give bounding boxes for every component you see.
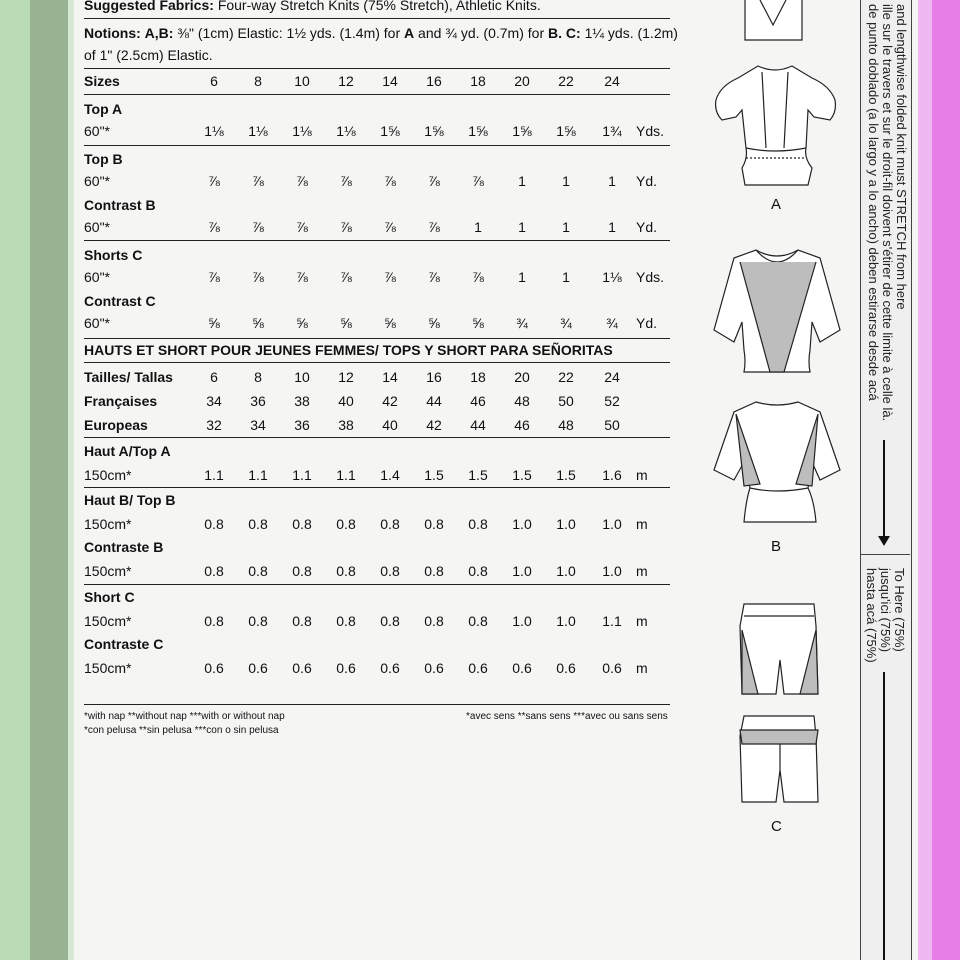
table-cell: 20: [514, 369, 530, 385]
table-cell: ⅝: [428, 315, 440, 331]
table-cell: 1⅛: [602, 269, 622, 285]
table-cell: 1: [608, 173, 616, 189]
table-cell: 0.8: [336, 516, 356, 532]
unit-label: m: [636, 613, 648, 629]
table-cell: 14: [382, 369, 398, 385]
table-cell: 1⅝: [556, 123, 576, 139]
table-cell: 1⅝: [468, 123, 488, 139]
table-cell: 6: [210, 73, 218, 89]
divider: [84, 240, 670, 241]
table-cell: 0.8: [336, 563, 356, 579]
table-cell: 1.0: [602, 563, 622, 579]
table-cell: ¾: [516, 315, 528, 331]
gauge-divider: [860, 554, 910, 555]
table-cell: 0.8: [248, 613, 268, 629]
metric-size-label: Tailles/ Tallas: [84, 369, 173, 385]
table-cell: 1.0: [602, 516, 622, 532]
table-cell: 1.0: [512, 516, 532, 532]
unit-label: m: [636, 516, 648, 532]
table-cell: ⅞: [208, 219, 220, 235]
table-cell: 16: [426, 73, 442, 89]
table-cell: 0.8: [204, 516, 224, 532]
table-cell: 18: [470, 73, 486, 89]
table-cell: 16: [426, 369, 442, 385]
table-cell: 42: [382, 393, 398, 409]
table-cell: 1.0: [512, 613, 532, 629]
table-cell: ⅞: [428, 219, 440, 235]
table-cell: 24: [604, 73, 620, 89]
table-cell: ⅞: [252, 269, 264, 285]
left-green-border: [0, 0, 30, 960]
table-cell: 48: [558, 417, 574, 433]
table-cell: 1⅝: [424, 123, 444, 139]
table-cell: 1.5: [512, 467, 532, 483]
table-cell: ¾: [606, 315, 618, 331]
table-cell: 1: [562, 269, 570, 285]
table-cell: 1⅛: [292, 123, 312, 139]
table-cell: 0.8: [468, 563, 488, 579]
table-cell: 38: [338, 417, 354, 433]
table-cell: 1: [474, 219, 482, 235]
table-cell: 0.8: [292, 563, 312, 579]
unit-label: m: [636, 563, 648, 579]
table-cell: 1.1: [204, 467, 224, 483]
table-cell: 0.8: [248, 563, 268, 579]
fabrics-line: Suggested Fabrics: Four-way Stretch Knits (75% Stretch), Athletic Knits.: [84, 0, 541, 13]
table-cell: ⅞: [384, 269, 396, 285]
table-cell: ⅞: [208, 269, 220, 285]
table-cell: 1.0: [512, 563, 532, 579]
view-c-label: C: [771, 818, 782, 835]
table-cell: 0.8: [468, 613, 488, 629]
table-cell: ⅞: [208, 173, 220, 189]
metric-width: 150cm*: [84, 563, 132, 579]
view-b-label: B: [771, 538, 782, 555]
footnote-es: *con pelusa **sin pelusa ***con o sin pelusa: [84, 725, 279, 736]
metric-size-label: Europeas: [84, 417, 148, 433]
table-cell: 0.6: [204, 660, 224, 676]
fabric-row-name: Top A: [84, 101, 123, 117]
table-cell: ¾: [560, 315, 572, 331]
table-cell: ⅞: [472, 173, 484, 189]
divider: [84, 584, 670, 585]
table-cell: 0.8: [424, 563, 444, 579]
table-cell: 1.5: [556, 467, 576, 483]
table-cell: ⅝: [384, 315, 396, 331]
footnote-en: *with nap **without nap ***with or without nap: [84, 711, 285, 722]
table-cell: 0.8: [204, 613, 224, 629]
table-cell: 48: [514, 393, 530, 409]
table-cell: 32: [206, 417, 222, 433]
table-cell: 1.1: [292, 467, 312, 483]
table-cell: 1: [608, 219, 616, 235]
table-cell: 0.8: [204, 563, 224, 579]
table-cell: 1.6: [602, 467, 622, 483]
gauge-line: [883, 672, 885, 960]
divider: [84, 338, 670, 339]
table-cell: 1: [518, 269, 526, 285]
table-cell: ⅞: [252, 219, 264, 235]
table-cell: 0.6: [336, 660, 356, 676]
view-b-back-icon: [714, 402, 840, 522]
fabric-width: 60"*: [84, 315, 110, 331]
table-cell: ⅞: [428, 173, 440, 189]
metric-row-name: Contraste B: [84, 539, 164, 555]
table-cell: 1: [562, 173, 570, 189]
table-cell: 10: [294, 73, 310, 89]
table-cell: 1⅛: [248, 123, 268, 139]
fabric-row-name: Shorts C: [84, 247, 143, 263]
table-cell: 1.1: [336, 467, 356, 483]
metric-width: 150cm*: [84, 516, 132, 532]
to-here-en: To Here (75%): [892, 568, 907, 652]
table-cell: 18: [470, 369, 486, 385]
fabric-row-name: Top B: [84, 151, 123, 167]
table-cell: ⅞: [340, 219, 352, 235]
right-pink-border: [918, 0, 932, 960]
to-here-fr: jusqu'ici (75%): [878, 568, 893, 653]
table-cell: ⅞: [296, 219, 308, 235]
table-cell: 1.0: [556, 613, 576, 629]
table-cell: 0.8: [292, 613, 312, 629]
table-cell: 1.0: [556, 516, 576, 532]
sizes-label: Sizes: [84, 73, 120, 89]
arrow-down-icon: [878, 536, 890, 546]
table-cell: ⅝: [252, 315, 264, 331]
metric-row-name: Haut A/Top A: [84, 443, 171, 459]
table-cell: 1⅝: [380, 123, 400, 139]
table-cell: 1⅛: [204, 123, 224, 139]
metric-width: 150cm*: [84, 660, 132, 676]
table-cell: 1⅝: [512, 123, 532, 139]
divider: [84, 18, 670, 19]
table-cell: 0.8: [424, 516, 444, 532]
table-cell: 14: [382, 73, 398, 89]
table-cell: 1: [518, 173, 526, 189]
table-cell: ⅞: [472, 269, 484, 285]
table-cell: 1⅛: [336, 123, 356, 139]
table-cell: 12: [338, 73, 354, 89]
table-cell: ⅝: [340, 315, 352, 331]
divider: [84, 487, 670, 488]
table-cell: 42: [426, 417, 442, 433]
view-a-back-icon: [716, 66, 836, 185]
table-cell: 38: [294, 393, 310, 409]
to-here-es: hasta acá (75%): [864, 568, 879, 663]
table-cell: ⅝: [472, 315, 484, 331]
metric-row-name: Contraste C: [84, 636, 164, 652]
right-magenta-border: [932, 0, 960, 960]
view-a-front-icon: [745, 0, 802, 40]
unit-label: Yd.: [636, 173, 658, 189]
table-cell: 0.8: [380, 563, 400, 579]
gauge-text-en: and lengthwise folded knit must STRETCH from here: [894, 4, 909, 310]
metric-width: 150cm*: [84, 613, 132, 629]
table-cell: 0.6: [468, 660, 488, 676]
table-cell: 10: [294, 369, 310, 385]
gauge-text-es: de punto doblado (a lo largo y a lo ancho) deben estirarse desde acá: [866, 4, 881, 401]
table-cell: 1.5: [424, 467, 444, 483]
divider: [84, 704, 670, 705]
table-cell: ⅞: [384, 219, 396, 235]
table-cell: 0.6: [292, 660, 312, 676]
metric-size-label: Françaises: [84, 393, 158, 409]
table-cell: 0.6: [424, 660, 444, 676]
unit-label: Yds.: [636, 123, 665, 139]
metric-row-name: Short C: [84, 589, 135, 605]
gauge-text-fr: ille sur le travers et sur le droit-fil doivent s'étirer de cette limite à celle là.: [880, 4, 895, 422]
table-cell: 0.6: [380, 660, 400, 676]
table-cell: 0.8: [468, 516, 488, 532]
unit-label: Yds.: [636, 269, 665, 285]
table-cell: 0.8: [248, 516, 268, 532]
view-c-back-icon: [740, 716, 818, 802]
table-cell: 50: [558, 393, 574, 409]
table-cell: 46: [470, 393, 486, 409]
table-cell: ⅝: [296, 315, 308, 331]
table-cell: 1: [562, 219, 570, 235]
table-cell: 1.1: [602, 613, 622, 629]
notions-line: Notions: A,B: ⅜" (1cm) Elastic: 1½ yds. (1.4m) for A and ¾ yd. (0.7m) for B. C: 1¼ yds. (1.2m): [84, 25, 678, 41]
gauge-arrow: [883, 440, 885, 540]
unit-label: m: [636, 660, 648, 676]
table-cell: ⅞: [340, 173, 352, 189]
divider: [84, 437, 670, 438]
table-cell: 0.6: [248, 660, 268, 676]
technical-drawings: [700, 0, 860, 860]
table-cell: 0.8: [424, 613, 444, 629]
divider: [84, 145, 670, 146]
table-cell: 44: [470, 417, 486, 433]
footnote-fr: *avec sens **sans sens ***avec ou sans sens: [466, 711, 668, 722]
table-cell: 0.8: [336, 613, 356, 629]
divider: [84, 68, 670, 69]
table-cell: 1¾: [602, 123, 622, 139]
table-cell: 40: [338, 393, 354, 409]
table-cell: 0.6: [602, 660, 622, 676]
table-cell: ⅞: [428, 269, 440, 285]
table-cell: 1: [518, 219, 526, 235]
metric-width: 150cm*: [84, 467, 132, 483]
table-cell: 1.5: [468, 467, 488, 483]
fabric-width: 60"*: [84, 269, 110, 285]
view-b-front-icon: [714, 250, 840, 372]
metric-section-title: HAUTS ET SHORT POUR JEUNES FEMMES/ TOPS Y SHORT PARA SEÑORITAS: [84, 342, 613, 358]
view-c-front-icon: [740, 604, 818, 694]
table-cell: 20: [514, 73, 530, 89]
table-cell: ⅞: [340, 269, 352, 285]
table-cell: ⅞: [296, 269, 308, 285]
fabric-row-name: Contrast B: [84, 197, 156, 213]
table-cell: 40: [382, 417, 398, 433]
table-cell: 46: [514, 417, 530, 433]
table-cell: ⅞: [252, 173, 264, 189]
table-cell: 6: [210, 369, 218, 385]
notions-line-2: of 1" (2.5cm) Elastic.: [84, 47, 213, 63]
table-cell: 0.8: [292, 516, 312, 532]
table-cell: ⅞: [296, 173, 308, 189]
table-cell: 8: [254, 369, 262, 385]
table-cell: 36: [250, 393, 266, 409]
table-cell: 1.0: [556, 563, 576, 579]
table-cell: 1.4: [380, 467, 400, 483]
divider: [84, 94, 670, 95]
table-cell: 0.6: [512, 660, 532, 676]
table-cell: 34: [206, 393, 222, 409]
left-dark-green-border: [30, 0, 68, 960]
fabric-width: 60"*: [84, 123, 110, 139]
table-cell: 1.1: [248, 467, 268, 483]
unit-label: m: [636, 467, 648, 483]
table-cell: 36: [294, 417, 310, 433]
fabric-width: 60"*: [84, 219, 110, 235]
table-cell: 22: [558, 369, 574, 385]
table-cell: 0.8: [380, 516, 400, 532]
table-cell: 44: [426, 393, 442, 409]
table-cell: 0.8: [380, 613, 400, 629]
fabric-row-name: Contrast C: [84, 293, 156, 309]
table-cell: 22: [558, 73, 574, 89]
table-cell: ⅝: [208, 315, 220, 331]
table-cell: 52: [604, 393, 620, 409]
table-cell: 24: [604, 369, 620, 385]
table-cell: 8: [254, 73, 262, 89]
table-cell: 12: [338, 369, 354, 385]
unit-label: Yd.: [636, 315, 658, 331]
view-a-label: A: [771, 196, 782, 213]
table-cell: 34: [250, 417, 266, 433]
table-cell: 50: [604, 417, 620, 433]
metric-row-name: Haut B/ Top B: [84, 492, 176, 508]
divider: [84, 362, 670, 363]
table-cell: ⅞: [384, 173, 396, 189]
table-cell: 0.6: [556, 660, 576, 676]
fabric-width: 60"*: [84, 173, 110, 189]
unit-label: Yd.: [636, 219, 658, 235]
